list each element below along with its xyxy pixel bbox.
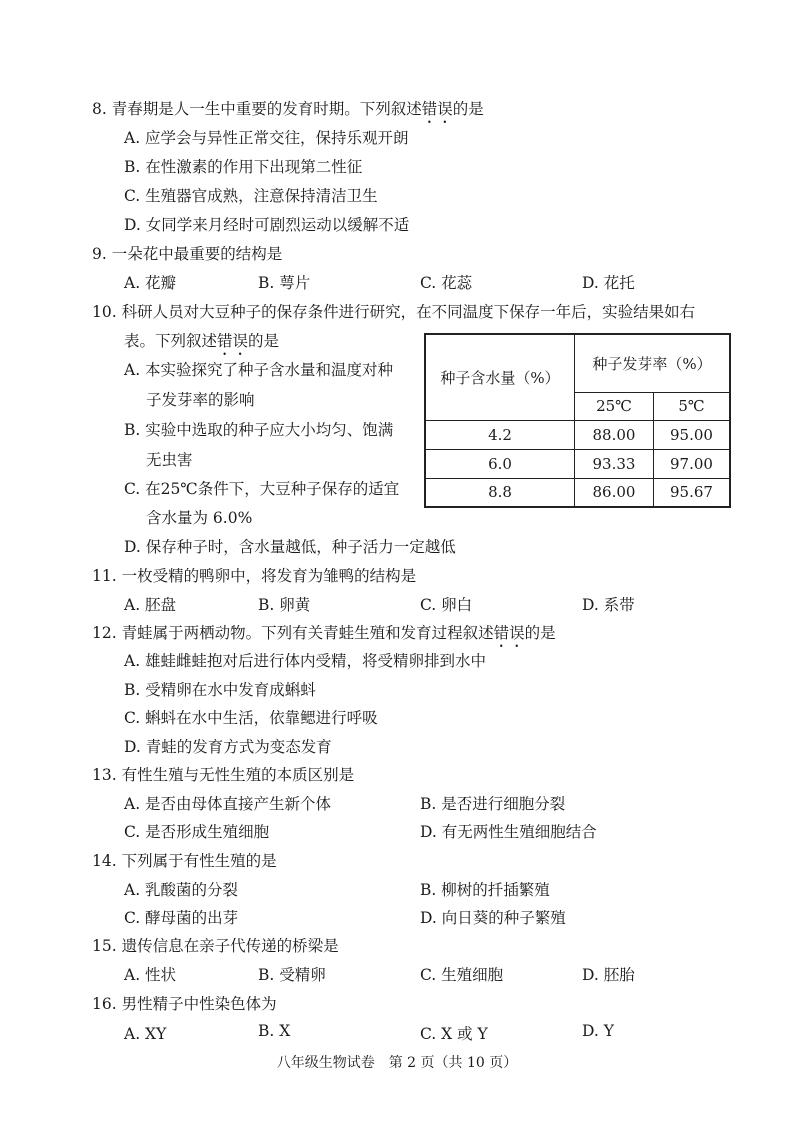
question-13-stem: 13. 有性生殖与无性生殖的本质区别是: [92, 766, 355, 784]
q16-option-b: B. X: [258, 1022, 291, 1040]
q12-option-a: A. 雄蛙雌蛙抱对后进行体内受精，将受精卵排到水中: [124, 652, 487, 670]
header-temp-5: 5℃: [654, 392, 731, 420]
q10-option-a-line2: 子发芽率的影响: [146, 391, 255, 409]
page-footer: 八年级生物试卷 第 2 页（共 10 页）: [276, 1055, 518, 1071]
header-water-content: 种子含水量（%）: [425, 334, 575, 420]
q11-option-d: D. 系带: [582, 596, 635, 614]
question-10-stem-line1: 10. 科研人员对大豆种子的保存条件进行研究，在不同温度下保存一年后，实验结果如右: [92, 303, 696, 321]
q12-option-d: D. 青蛙的发育方式为变态发育: [124, 738, 332, 756]
question-8-stem: [92, 99, 484, 127]
cell-water: 6.0: [425, 449, 575, 478]
emphasis-text: 错误: [493, 624, 525, 642]
q8-option-d: D. 女同学来月经时可剧烈运动以缓解不适: [124, 216, 410, 234]
cell-rate-5: 95.00: [654, 420, 731, 449]
header-germination-rate: 种子发芽率（%）: [575, 334, 731, 392]
stem-text: 的是: [452, 100, 484, 118]
q10-option-d: D. 保存种子时，含水量越低，种子活力一定越低: [124, 538, 456, 556]
q12-option-c: C. 蝌蚪在水中生活，依靠鳃进行呼吸: [124, 709, 378, 727]
table-header-row: [425, 334, 730, 392]
q14-option-d: D. 向日葵的种子繁殖: [420, 909, 566, 927]
q9-option-c: C. 花蕊: [420, 274, 473, 292]
q8-option-b: B. 在性激素的作用下出现第二性征: [124, 158, 363, 176]
q10-option-c-line1: C. 在25℃条件下，大豆种子保存的适宜: [124, 480, 400, 498]
q9-option-b: B. 萼片: [258, 274, 311, 292]
emphasis-text: 错误: [217, 332, 249, 350]
cell-water: 4.2: [425, 420, 575, 449]
q15-option-d: D. 胚胎: [582, 966, 635, 984]
q11-option-c: C. 卵白: [420, 596, 473, 614]
question-16-stem: 16. 男性精子中性染色体为: [92, 995, 277, 1013]
q9-option-a: A. 花瓣: [124, 274, 177, 292]
stem-text: 的是: [248, 332, 280, 350]
q10-option-b-line2: 无虫害: [146, 451, 193, 469]
stem-text: 的是: [524, 624, 556, 642]
cell-rate-25: 93.33: [575, 449, 654, 478]
header-temp-25: 25℃: [575, 392, 654, 420]
q9-option-d: D. 花托: [582, 274, 635, 292]
question-14-stem: 14. 下列属于有性生殖的是: [92, 852, 277, 870]
q11-option-a: A. 胚盘: [124, 596, 177, 614]
cell-rate-5: 97.00: [654, 449, 731, 478]
q13-option-a: A. 是否由母体直接产生新个体: [124, 795, 332, 813]
q15-option-b: B. 受精卵: [258, 966, 326, 984]
q11-option-b: B. 卵黄: [258, 596, 311, 614]
q13-option-d: D. 有无两性生殖细胞结合: [420, 823, 597, 841]
q14-option-b: B. 柳树的扦插繁殖: [420, 881, 550, 899]
question-12-stem: [92, 623, 556, 651]
q10-option-b-line1: B. 实验中选取的种子应大小均匀、饱满: [124, 421, 394, 439]
q15-option-a: A. 性状: [124, 966, 177, 984]
cell-rate-5: 95.67: [654, 478, 731, 507]
experiment-table: [424, 333, 731, 508]
stem-text: 表。下列叙述: [124, 332, 218, 350]
q10-option-c-line2: 含水量为 6.0%: [146, 509, 253, 527]
q12-option-b: B. 受精卵在水中发育成蝌蚪: [124, 681, 316, 699]
q14-option-a: A. 乳酸菌的分裂: [124, 881, 239, 899]
q16-option-d: D. Y: [582, 1022, 614, 1040]
table-row: [425, 420, 730, 449]
table-row: [425, 478, 730, 507]
question-10-stem-line2: [124, 331, 279, 359]
stem-text: 8. 青春期是人一生中重要的发育时期。下列叙述: [92, 100, 422, 118]
q14-option-c: C. 酵母菌的出芽: [124, 909, 239, 927]
q10-option-a-line1: A. 本实验探究了种子含水量和温度对种: [124, 361, 394, 379]
q16-option-a: A. XY: [124, 1025, 167, 1043]
question-15-stem: 15. 遗传信息在亲子代传递的桥梁是: [92, 937, 339, 955]
q13-option-c: C. 是否形成生殖细胞: [124, 823, 270, 841]
q8-option-c: C. 生殖器官成熟，注意保持清洁卫生: [124, 187, 378, 205]
question-9-stem: 9. 一朵花中最重要的结构是: [92, 245, 283, 263]
q8-option-a: A. 应学会与异性正常交往，保持乐观开朗: [124, 129, 409, 147]
q15-option-c: C. 生殖细胞: [420, 966, 504, 984]
question-11-stem: 11. 一枚受精的鸭卵中，将发育为雏鸭的结构是: [92, 567, 417, 585]
q16-option-c: C. X 或 Y: [420, 1025, 488, 1043]
cell-rate-25: 88.00: [575, 420, 654, 449]
cell-rate-25: 86.00: [575, 478, 654, 507]
stem-text: 12. 青蛙属于两栖动物。下列有关青蛙生殖和发育过程叙述: [92, 624, 494, 642]
q13-option-b: B. 是否进行细胞分裂: [420, 795, 566, 813]
table-row: [425, 449, 730, 478]
emphasis-text: 错误: [421, 100, 453, 118]
cell-water: 8.8: [425, 478, 575, 507]
